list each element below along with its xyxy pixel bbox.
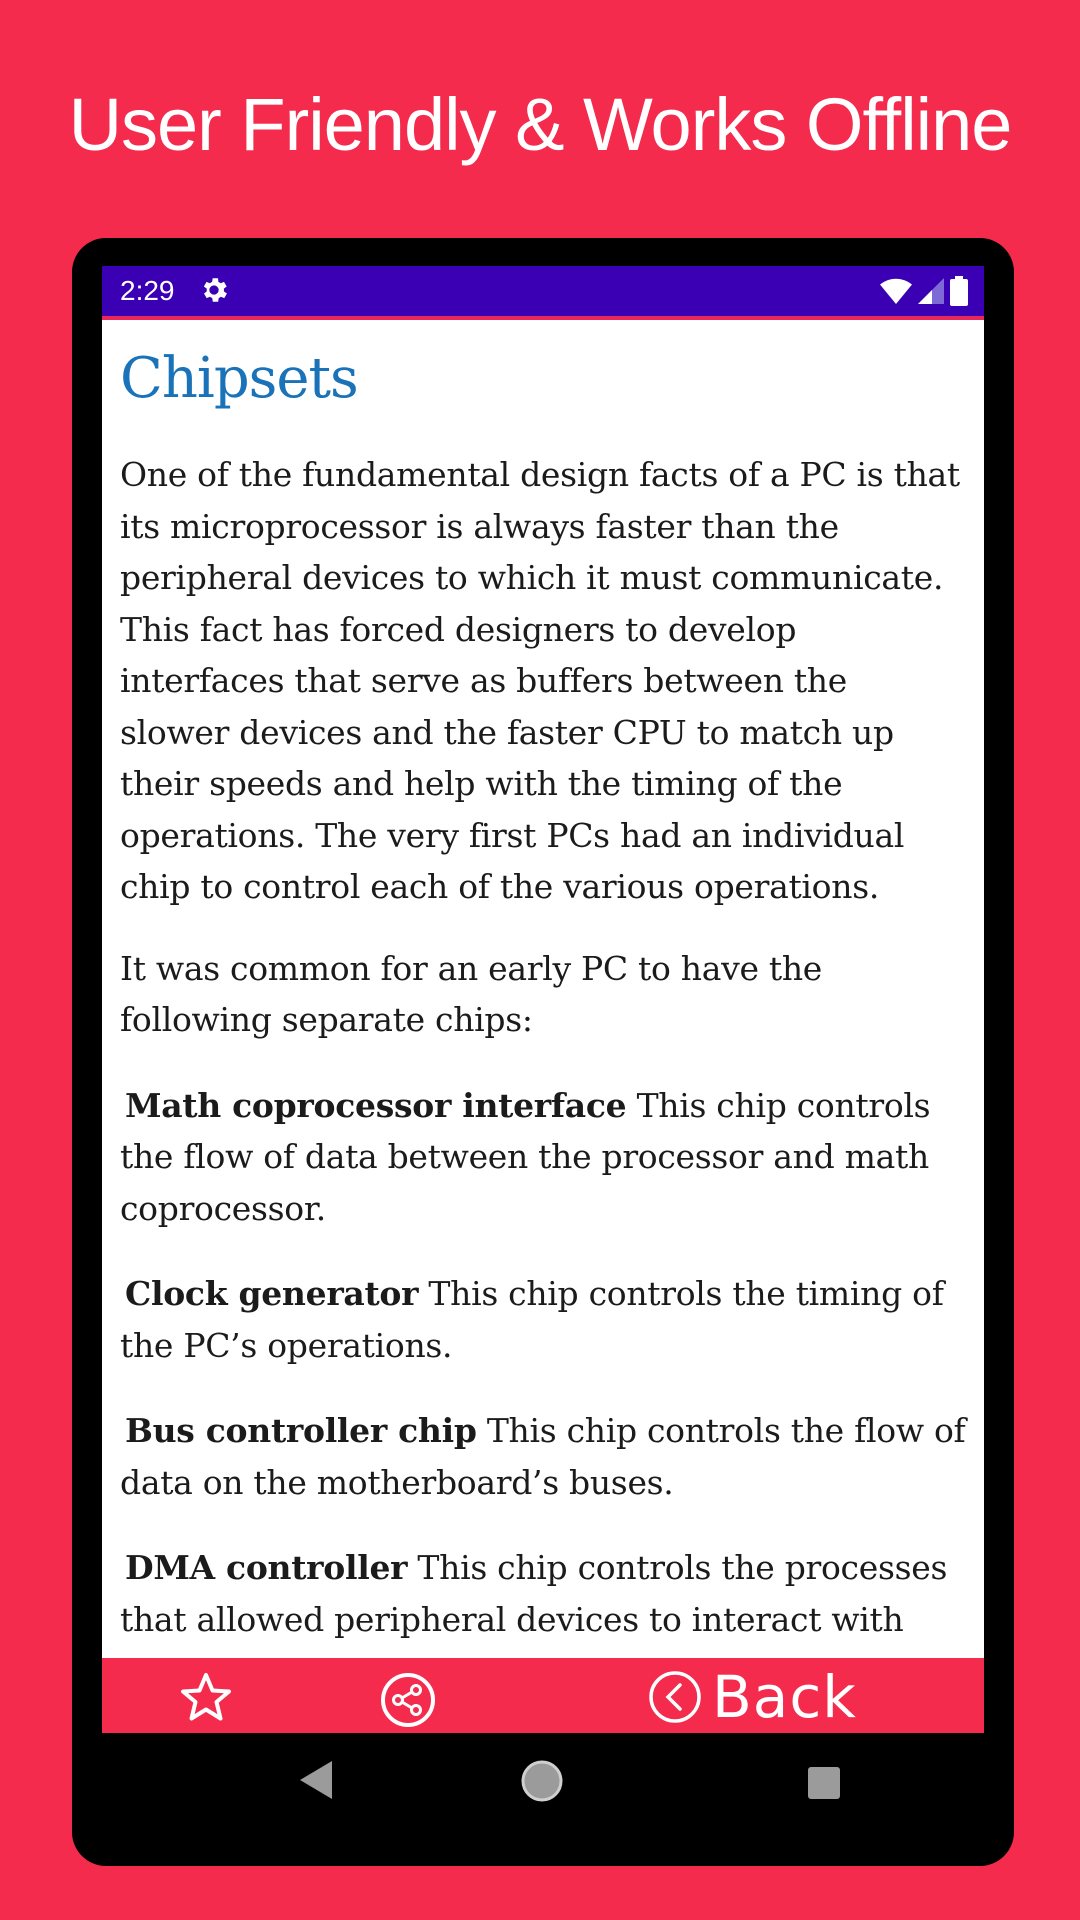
nav-recents-icon[interactable] <box>808 1767 840 1799</box>
term-description: This chip controls the timing of the PC’s operations. <box>120 1274 944 1365</box>
term-description: This chip controls the flow of data between the processor and math coprocessor. <box>120 1085 931 1228</box>
article-paragraph: One of the fundamental design facts of a PC is that its microprocessor is always faster than the peripheral devices to which it must communicate. This fact has forced designers to develop interfaces that serve as buffers between the slower devices and the faster CPU to match up their speeds and help with the timing of the operations. The very first PCs had an individual chip to control each of the various operations. <box>120 455 960 906</box>
back-label: Back <box>712 1663 857 1731</box>
status-bar <box>102 266 984 320</box>
bottom-action-bar <box>102 1658 984 1733</box>
term-entry <box>120 1542 966 1645</box>
term-entry <box>120 1268 966 1371</box>
nav-back-icon[interactable] <box>298 1759 334 1801</box>
term-name: Bus controller chip <box>125 1411 477 1450</box>
system-nav-bar <box>102 1733 984 1833</box>
gear-icon <box>198 274 230 306</box>
wifi-icon <box>880 278 912 304</box>
term-name: Clock generator <box>125 1274 419 1313</box>
back-button[interactable] <box>648 1664 857 1730</box>
article-paragraph: It was common for an early PC to have the following separate chips: <box>120 948 823 1039</box>
share-icon[interactable] <box>380 1672 436 1728</box>
signal-icon <box>918 278 944 304</box>
promo-title: User Friendly & Works Offline <box>68 83 1012 166</box>
app-screen <box>102 266 984 1733</box>
term-name: Math coprocessor interface <box>125 1085 627 1125</box>
term-description: This chip controls the flow of data on the motherboard’s buses. <box>120 1411 966 1502</box>
article-title: Chipsets <box>120 346 358 411</box>
status-time: 2:29 <box>120 275 175 306</box>
back-arrow-icon <box>648 1670 702 1724</box>
term-entry <box>120 1405 966 1508</box>
term-entry <box>120 1080 966 1235</box>
nav-home-icon[interactable] <box>520 1759 564 1803</box>
term-name: DMA controller <box>125 1548 408 1587</box>
phone-frame <box>72 238 1014 1866</box>
status-icons <box>880 276 968 306</box>
star-icon[interactable] <box>180 1672 232 1722</box>
term-description: This chip controls the processes that allowed peripheral devices to interact with <box>120 1548 948 1639</box>
battery-icon <box>950 276 968 306</box>
article-content <box>102 320 984 1733</box>
